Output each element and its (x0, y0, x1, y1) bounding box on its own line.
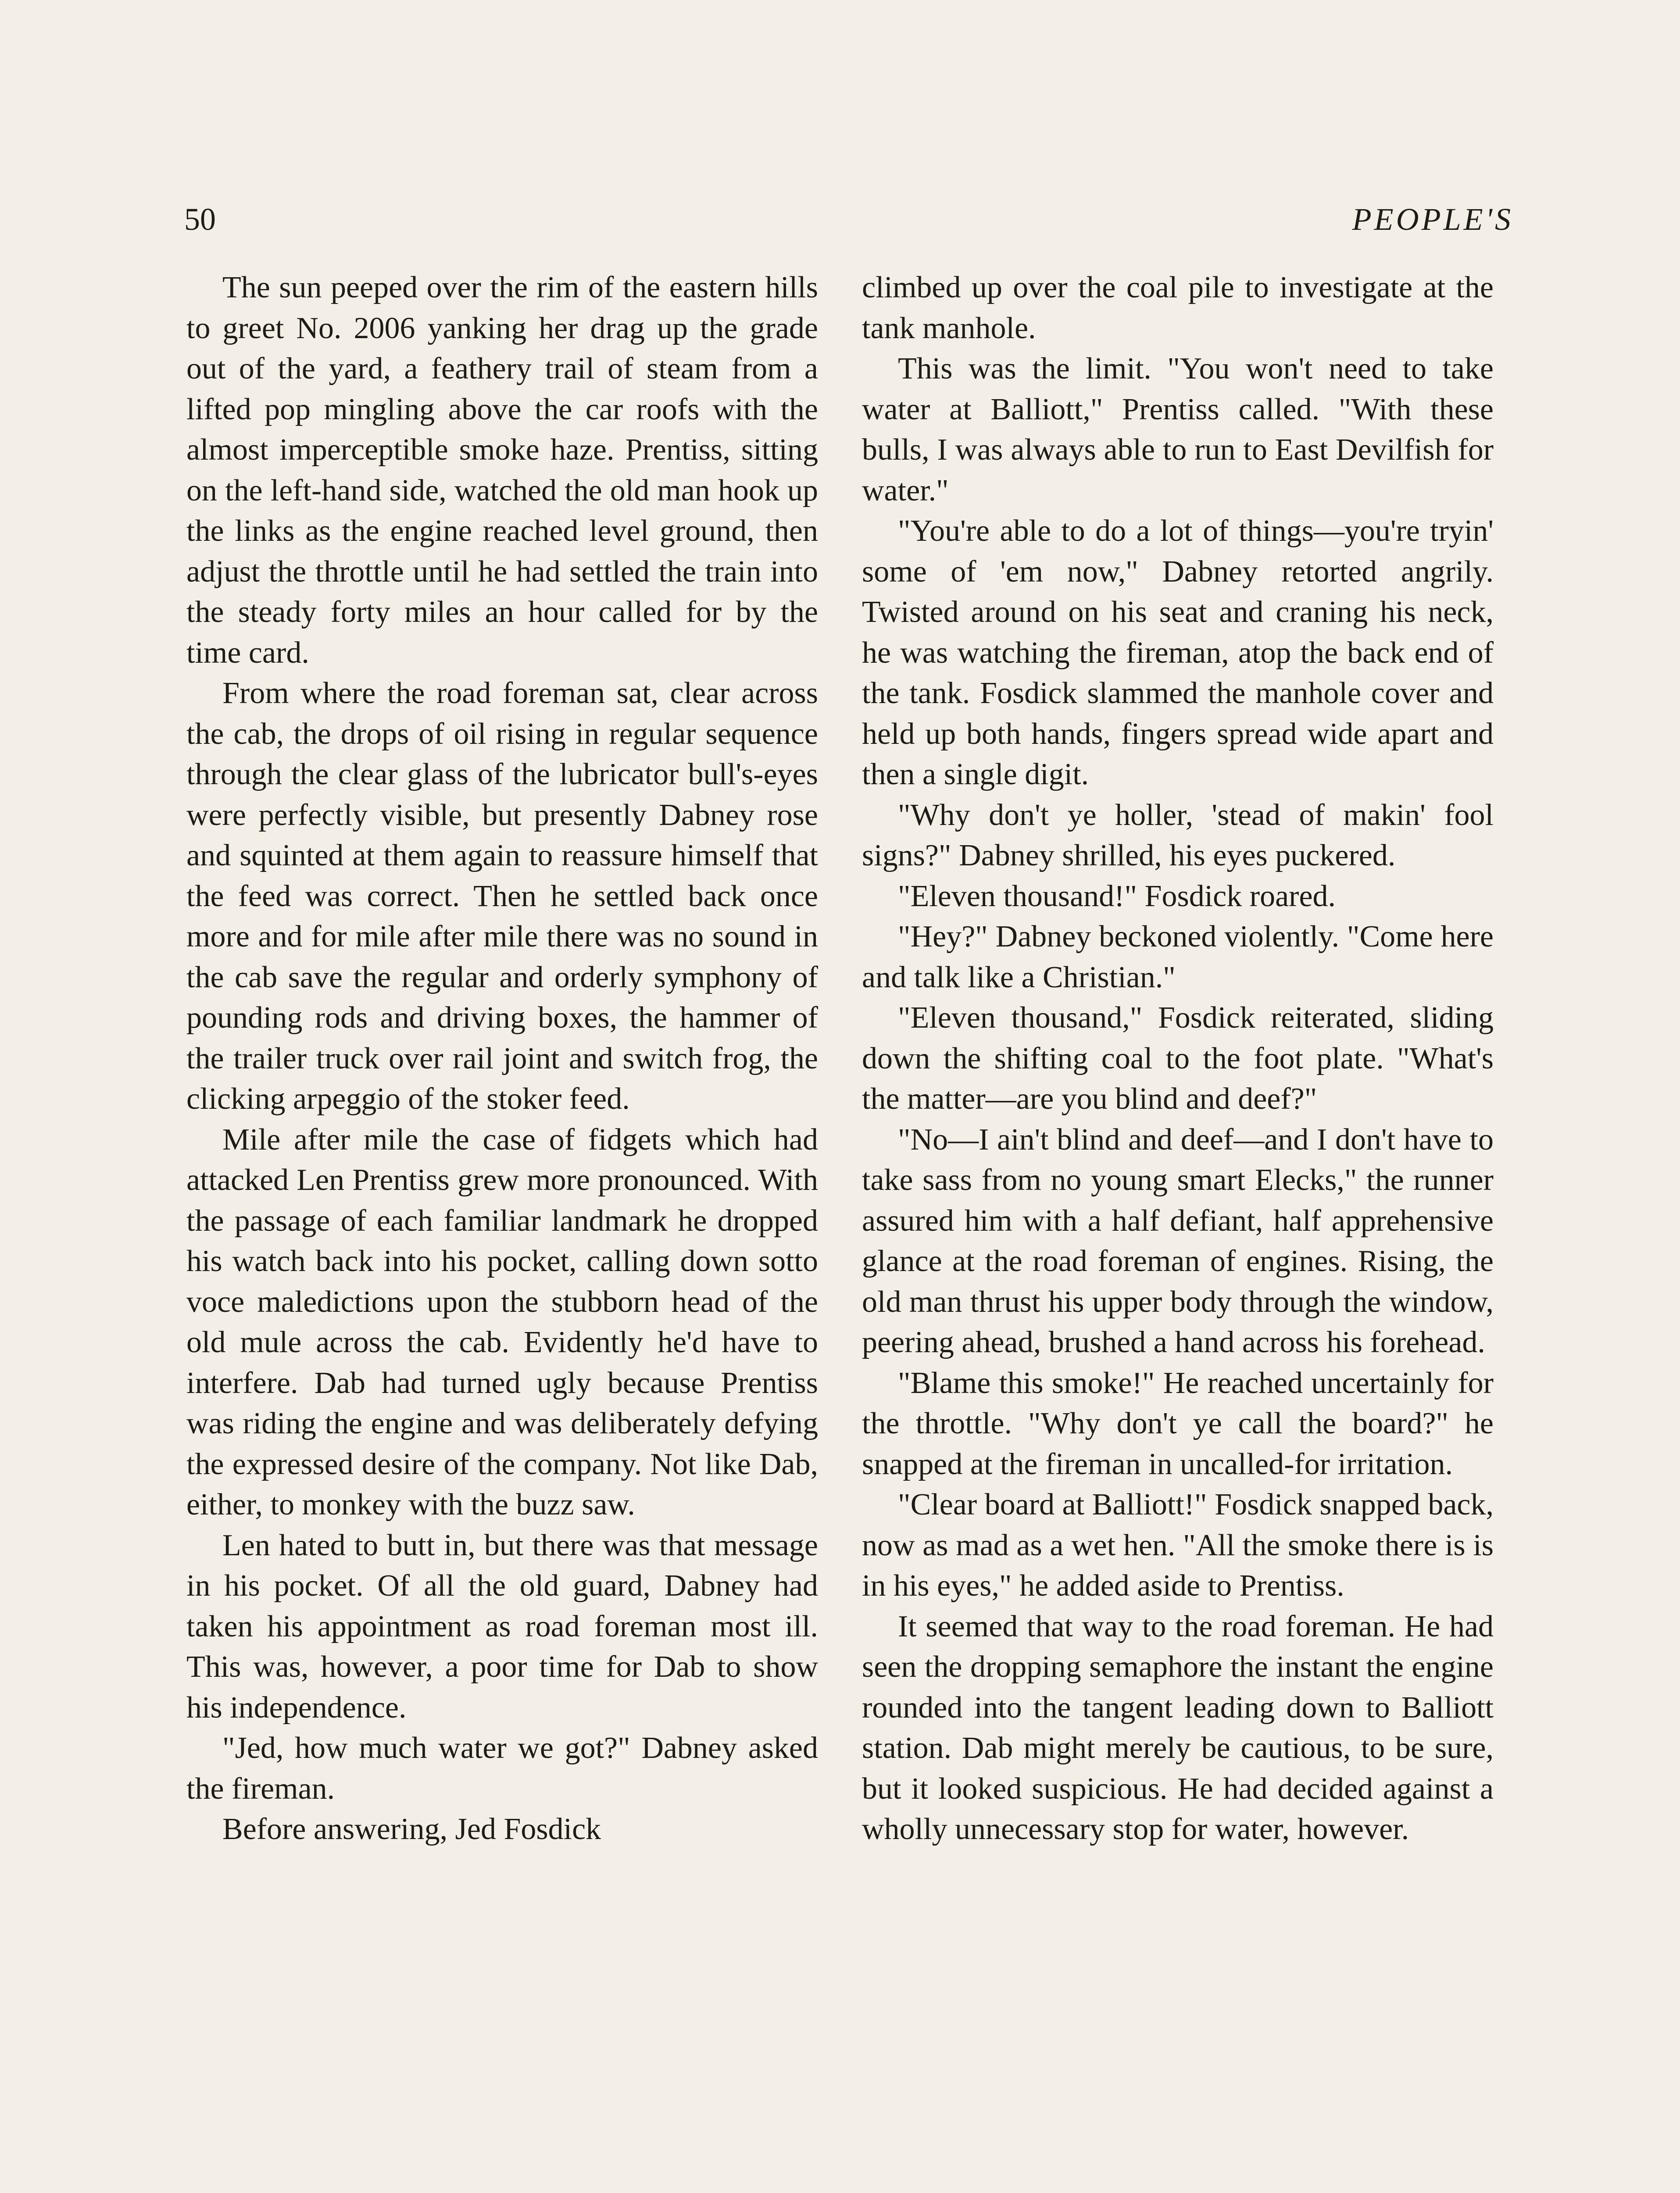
paragraph: "Jed, how much water we got?" Dabney asked the fireman. (186, 1731, 818, 1806)
paragraph: It seemed that way to the road foreman. He had seen the dropping semaphore the instant the engine rounded into the tangent leading down to Balliott station. Dab might merely be cautious, to be sure, but it looked suspicious. He had decided against a wholly unnecessary stop for water, however. (862, 1609, 1494, 1846)
paragraph: From where the road foreman sat, clear across the cab, the drops of oil rising in regular sequence through the clear glass of the lubricator bull's-eyes were perfectly visible, but presently Dabney rose and squinted at them again to reassure himself that the feed was correct. Then he settled back once more and for mile after mile there was no sound in the cab save the regular and orderly symphony of pounding rods and driving boxes, the hammer of the trailer truck over rail joint and switch frog, the clicking arpeggio of the stoker feed. (186, 676, 818, 1116)
left-column (186, 268, 818, 1850)
page-number: 50 (184, 202, 216, 237)
paragraph: "No—I ain't blind and deef—and I don't have to take sass from no young smart Elecks," the runner assured him with a half defiant, half apprehensive glance at the road foreman of engines. Rising, the old man thrust his upper body through the window, peering ahead, brushed a hand across his forehead. (862, 1122, 1494, 1359)
paragraph: "Hey?" Dabney beckoned violently. "Come here and talk like a Christian." (862, 920, 1494, 994)
paragraph: "Blame this smoke!" He reached uncertainly for the throttle. "Why don't ye call the board?" he snapped at the fireman in uncalled-for irritation. (862, 1366, 1494, 1481)
paragraph: "Eleven thousand," Fosdick reiterated, sliding down the shifting coal to the foot plate. "What's the matter—are you blind and deef?" (862, 1001, 1494, 1116)
paragraph: "Clear board at Balliott!" Fosdick snapped back, now as mad as a wet hen. "All the smoke there is is in his eyes," he added aside to Prentiss. (862, 1488, 1494, 1603)
paragraph: "Why don't ye holler, 'stead of makin' fool signs?" Dabney shrilled, his eyes puckered. (862, 798, 1494, 872)
paragraph: This was the limit. "You won't need to take water at Balliott," Prentiss called. "With these bulls, I was always able to run to East Devilfish for water." (862, 352, 1494, 507)
page-header (184, 197, 1513, 241)
paragraph: Mile after mile the case of fidgets which had attacked Len Prentiss grew more pronounced. With the passage of each familiar landmark he dropped his watch back into his pocket, calling down sotto voce maledictions upon the stubborn head of the old mule across the cab. Evidently he'd have to interfere. Dab had turned ugly because Prentiss was riding the engine and was deliberately defying the expressed desire of the company. Not like Dab, either, to monkey with the buzz saw. (186, 1122, 818, 1522)
paragraph: Len hated to butt in, but there was that message in his pocket. Of all the old guard, Dabney had taken his appointment as road foreman most ill. This was, however, a poor time for Dab to show his independence. (186, 1528, 818, 1725)
right-column (862, 268, 1494, 1850)
paragraph: The sun peeped over the rim of the eastern hills to greet No. 2006 yanking her drag up the grade out of the yard, a feathery trail of steam from a lifted pop mingling above the car roofs with the almost imperceptible smoke haze. Prentiss, sitting on the left-hand side, watched the old man hook up the links as the engine reached level ground, then adjust the throttle until he had settled the train into the steady forty miles an hour called for by the time card. (186, 271, 818, 670)
paragraph-continued: climbed up over the coal pile to investigate at the tank manhole. (862, 271, 1494, 345)
paragraph: Before answering, Jed Fosdick (222, 1812, 601, 1846)
running-head: PEOPLE'S (1352, 202, 1513, 237)
paragraph: "Eleven thousand!" Fosdick roared. (898, 879, 1336, 913)
paragraph: "You're able to do a lot of things—you're tryin' some of 'em now," Dabney retorted angrily. Twisted around on his seat and craning his neck, he was watching the fireman, atop the back end of the tank. Fosdick slammed the manhole cover and held up both hands, fingers spread wide apart and then a single digit. (862, 514, 1494, 791)
